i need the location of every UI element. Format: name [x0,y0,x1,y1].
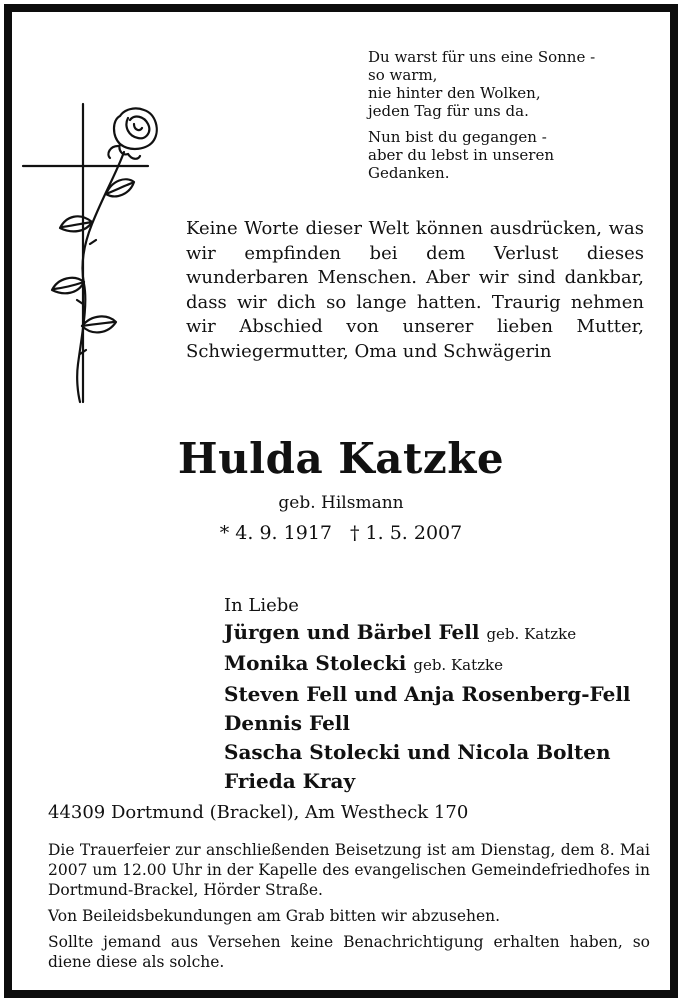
mourner-names: Monika Stolecki [224,651,407,675]
birth-date: * 4. 9. 1917 [219,522,332,544]
poem-line: Gedanken. [368,164,450,182]
poem-stanza-1 [368,48,658,120]
mourners-label: In Liebe [224,595,299,616]
poem-line: Du warst für uns eine Sonne - [368,48,596,66]
mourner-row [224,709,664,738]
mourner-names: Sascha Stolecki und Nicola Bolten [224,740,611,764]
mourner-row [224,738,664,767]
life-dates [12,522,670,544]
mourner-row [224,767,664,796]
mourner-names: Dennis Fell [224,711,350,735]
funeral-note: Von Beileidsbekundungen am Grab bitten wir abzusehen. [48,907,501,925]
obituary-frame [4,4,678,998]
funeral-note: Sollte jemand aus Versehen keine Benachrichtigung erhalten haben, so diene diese als solche. [48,933,650,971]
mourner-names: Steven Fell und Anja Rosenberg-Fell [224,682,631,706]
mourners-list [224,594,664,796]
cross-with-rose-icon [20,94,170,404]
intro-text: Keine Worte dieser Welt können ausdrücken, was wir empfinden bei dem Verlust dieses wunderbaren Menschen. Aber wir sind dankbar, dass wir dich so lange hatten. Traurig nehmen wir Abschied von unserer lieben Mutter, Schwiegermutter, Oma und Schwägerin [186,218,644,362]
death-date: † 1. 5. 2007 [350,522,463,544]
funeral-note: Die Trauerfeier zur anschließenden Beisetzung ist am Dienstag, dem 8. Mai 2007 um 12.00 Uhr in der Kapelle des evangelischen Gemeindefriedhofes in Dortmund-Brackel, Hörder Straße. [48,841,650,899]
mourner-row [224,649,664,680]
poem-stanza-2 [368,128,658,182]
poem-line: aber du lebst in unseren [368,146,554,164]
mourner-row [224,618,664,649]
address: 44309 Dortmund (Brackel), Am Westheck 170 [48,802,469,823]
deceased-name: Hulda Katzke [177,434,505,483]
poem-line: nie hinter den Wolken, [368,84,541,102]
mourner-names: Jürgen und Bärbel Fell [224,620,480,644]
poem-line: jeden Tag für uns da. [368,102,529,120]
maiden-name: geb. Hilsmann [278,493,404,513]
poem-line: so warm, [368,66,438,84]
mourner-row [224,680,664,709]
poem [368,48,658,182]
mourner-nee: geb. Katzke [486,625,577,643]
poem-line: Nun bist du gegangen - [368,128,547,146]
mourner-nee: geb. Katzke [413,656,504,674]
funeral-notes [48,840,650,978]
mourner-names: Frieda Kray [224,769,356,793]
